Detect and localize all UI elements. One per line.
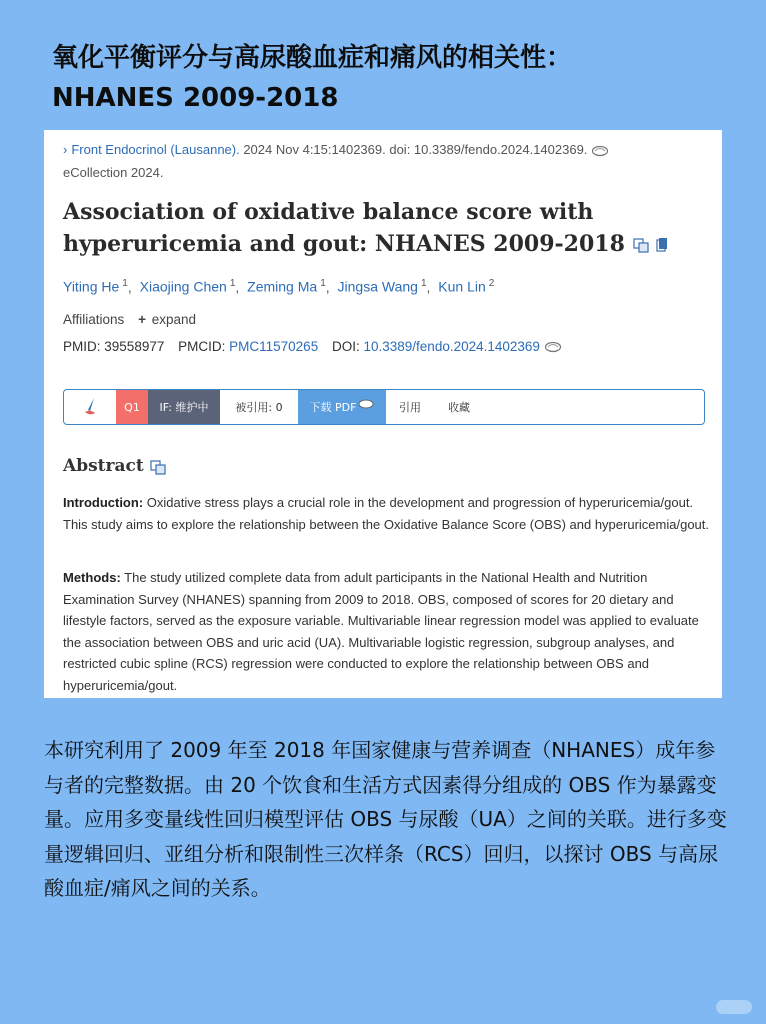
post-headline (52, 38, 732, 118)
cloud-icon (358, 399, 374, 409)
citation-line (63, 138, 703, 184)
extension-logo[interactable] (64, 390, 116, 424)
author-link[interactable]: Xiaojing Chen (139, 278, 227, 295)
methods-text: The study utilized complete data from adult participants in the National Health and Nutrition Examination Survey (NHANES) spanning from 2009 to 2018. OBS, composed of scores for 20 dietary and lifestyle factors, served as the exposure variable. Multivariable linear regression model was applied to evaluate the association between OBS and uric acid (UA). Multivariable logistic regression, subgroup analyses, and restricted cubic spline (RCS) regression were conducted to explore the relationship between OBS and hyperuricemia/gout. (63, 570, 699, 693)
author-affiliation-number: 1 (420, 278, 427, 289)
pmcid-link[interactable]: PMC11570265 (229, 339, 319, 354)
chevron-right-icon: › (63, 142, 68, 157)
abstract-methods (63, 567, 713, 696)
favorite-button[interactable]: 收藏 (448, 401, 470, 414)
author-affiliation-number: 1 (320, 278, 326, 289)
copy-link-icon[interactable] (591, 145, 609, 157)
plus-icon[interactable]: + (138, 312, 146, 327)
pmid-value: 39558977 (104, 339, 165, 354)
impact-factor-badge: IF: 维护中 (148, 390, 220, 424)
pmid-label: PMID: (63, 339, 101, 354)
identifier-row (63, 339, 562, 354)
quartile-badge: Q1 (116, 390, 148, 424)
article-screenshot-card (44, 130, 722, 698)
citation-details: 2024 Nov 4:15:1402369. doi: 10.3389/fendo.2024.1402369. (239, 142, 588, 157)
ecollection-text: eCollection 2024. (63, 165, 164, 180)
article-title (63, 196, 703, 260)
watermark-pill (716, 1000, 752, 1014)
headline-line-1: 氧化平衡评分与高尿酸血症和痛风的相关性： (52, 43, 573, 73)
author-link[interactable]: Zeming Ma (247, 278, 318, 295)
author-link[interactable]: Jingsa Wang (337, 278, 418, 295)
headline-line-2: NHANES 2009-2018 (52, 83, 339, 113)
quill-logo-icon (79, 396, 101, 418)
journal-link[interactable]: Front Endocrinol (Lausanne). (71, 142, 240, 157)
introduction-label: Introduction: (63, 495, 144, 510)
expand-affiliations-button[interactable]: expand (151, 312, 197, 327)
pmcid-label: PMCID: (178, 339, 226, 354)
copy-icon[interactable] (656, 237, 668, 253)
author-affiliation-number: 1 (229, 278, 236, 289)
author-link[interactable]: Kun Lin (438, 278, 486, 295)
article-toolbar (63, 389, 705, 425)
doi-label: DOI: (331, 339, 360, 354)
chinese-summary: 本研究利用了 2009 年至 2018 年国家健康与营养调查（NHANES）成年参与者的完整数据。由 20 个饮食和生活方式因素得分组成的 OBS 作为暴露变量。应用多变量线性回归模型评估 OBS 与尿酸（UA）之间的关联。进行多变量逻辑回归、亚组分析和限制性三次样条（RCS）回归，以探讨 OBS 与高尿酸血症/痛风之间的关系。 (44, 738, 727, 901)
affiliations-row (63, 312, 196, 327)
copy-link-icon[interactable] (544, 341, 562, 353)
cited-by-count[interactable]: 被引用: 0 (235, 401, 283, 414)
methods-label: Methods: (63, 570, 121, 585)
title-line-1: Association of oxidative balance score with (63, 199, 594, 225)
title-line-2: hyperuricemia and gout: NHANES 2009-2018 (63, 231, 625, 257)
introduction-text: Oxidative stress plays a crucial role in the development and progression of hyperuricemia/gout. This study aims to explore the relationship between the Oxidative Balance Score (OBS) and hyperuricemia/gout. (63, 495, 710, 532)
doi-link[interactable]: 10.3389/fendo.2024.1402369 (363, 339, 540, 354)
abstract-heading-text: Abstract (63, 456, 144, 476)
author-affiliation-number: 2 (488, 278, 495, 289)
abstract-heading (63, 456, 166, 476)
translate-icon[interactable] (150, 459, 166, 475)
cite-button[interactable]: 引用 (399, 401, 421, 414)
author-affiliation-number: 1 (122, 278, 128, 289)
translate-icon[interactable] (633, 237, 649, 253)
abstract-introduction (63, 492, 713, 535)
download-pdf-button[interactable] (298, 390, 386, 424)
author-link[interactable]: Yiting He (63, 278, 120, 295)
author-list: Yiting He $^1$, Xiaojing Chen $^1$, Zeming Ma $^1$, Jingsa Wang $^1$, Kun Lin $^2$ (63, 278, 495, 295)
download-pdf-label: 下载 PDF (309, 401, 357, 414)
affiliations-label: Affiliations (63, 312, 125, 327)
